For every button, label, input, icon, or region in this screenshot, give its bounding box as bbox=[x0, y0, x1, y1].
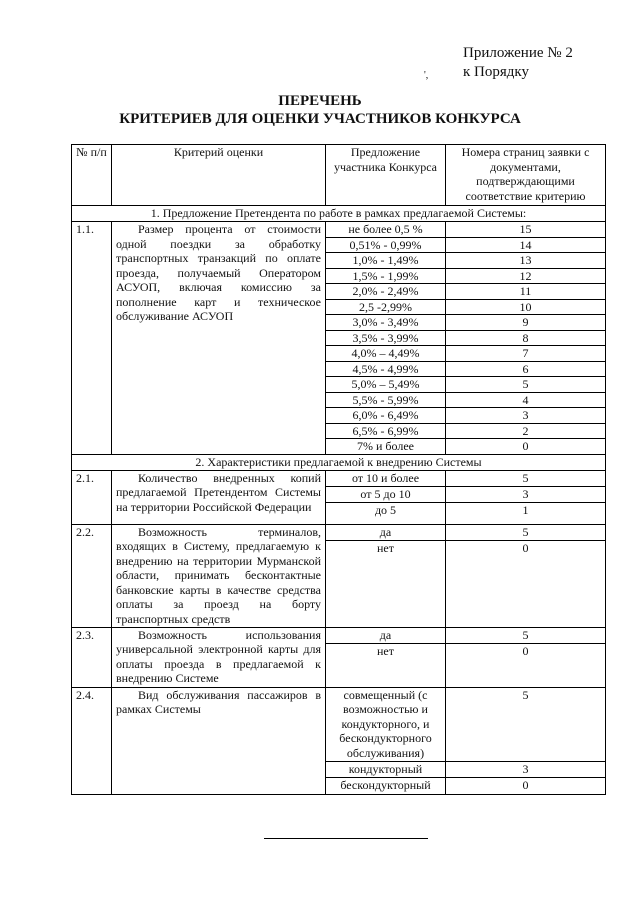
points-value: 2 bbox=[446, 423, 606, 439]
criterion-2-1 bbox=[72, 470, 606, 524]
points-value: 3 bbox=[446, 486, 606, 502]
offer-value: не более 0,5 % bbox=[326, 222, 446, 238]
offer-value: да bbox=[326, 524, 446, 540]
table-row bbox=[72, 470, 606, 486]
offer-value: от 10 и более bbox=[326, 470, 446, 486]
table-row bbox=[72, 222, 606, 238]
offer-value: до 5 bbox=[326, 502, 446, 524]
offer-value: кондукторный bbox=[326, 761, 446, 777]
criterion-text bbox=[112, 687, 326, 794]
points-value: 13 bbox=[446, 253, 606, 269]
points-value: 5 bbox=[446, 524, 606, 540]
table-header-row bbox=[72, 145, 606, 206]
offer-value: 4,5% - 4,99% bbox=[326, 361, 446, 377]
points-value: 5 bbox=[446, 470, 606, 486]
criterion-2-3 bbox=[72, 627, 606, 687]
criterion-number: 2.1. bbox=[72, 470, 112, 524]
header-offer: Предложение участника Конкурса bbox=[326, 145, 446, 206]
points-value: 7 bbox=[446, 346, 606, 362]
offer-value: нет bbox=[326, 540, 446, 627]
points-value: 0 bbox=[446, 643, 606, 687]
document-title: ПЕРЕЧЕНЬ bbox=[278, 93, 362, 109]
section-1-title: 1. Предложение Претендента по работе в рамках предлагаемой Системы: bbox=[72, 206, 606, 222]
criteria-table bbox=[71, 144, 606, 795]
table-row bbox=[72, 627, 606, 643]
offer-value: да bbox=[326, 627, 446, 643]
points-value: 10 bbox=[446, 299, 606, 315]
points-value: 5 bbox=[446, 687, 606, 761]
criterion-number: 1.1. bbox=[72, 222, 112, 455]
criterion-text-content: Возможность терминалов, входящих в Систему, предлагаемую к внедрению на территории Мурманской области, принимать бесконтактные банковские карты в качестве средства оплаты за проезд на борту транспортных средств bbox=[116, 524, 321, 626]
offer-value: от 5 до 10 bbox=[326, 486, 446, 502]
offer-value: 5,5% - 5,99% bbox=[326, 392, 446, 408]
section-row-2 bbox=[72, 454, 606, 470]
points-value: 5 bbox=[446, 627, 606, 643]
points-value: 8 bbox=[446, 330, 606, 346]
points-value: 1 bbox=[446, 502, 606, 524]
offer-value: 6,5% - 6,99% bbox=[326, 423, 446, 439]
offer-value: совмещенный (с возможностью и кондукторного, и бескондукторного обслуживания) bbox=[326, 687, 446, 761]
criterion-2-4 bbox=[72, 687, 606, 794]
criterion-1-1 bbox=[72, 222, 606, 455]
criterion-text bbox=[112, 627, 326, 687]
criterion-text bbox=[112, 470, 326, 524]
offer-value: 5,0% – 5,49% bbox=[326, 377, 446, 393]
points-value: 6 bbox=[446, 361, 606, 377]
points-value: 0 bbox=[446, 777, 606, 794]
offer-value: 3,5% - 3,99% bbox=[326, 330, 446, 346]
points-value: 3 bbox=[446, 761, 606, 777]
points-value: 0 bbox=[446, 439, 606, 455]
criterion-2-2 bbox=[72, 524, 606, 627]
criterion-text-content: Возможность использования универсальной электронной карты для оплаты проезда в предлагаемой к внедрению Системе bbox=[116, 627, 321, 685]
table-row bbox=[72, 687, 606, 761]
header-pages: Номера страниц заявки с документами, подтверждающими соответствие критерию bbox=[446, 145, 606, 206]
offer-value: 2,5 -2,99% bbox=[326, 299, 446, 315]
header-criterion: Критерий оценки bbox=[112, 145, 326, 206]
section-row-1 bbox=[72, 206, 606, 222]
offer-value: нет bbox=[326, 643, 446, 687]
document-subtitle: КРИТЕРИЕВ ДЛЯ ОЦЕНКИ УЧАСТНИКОВ КОНКУРСА bbox=[119, 111, 521, 127]
criterion-text-content: Вид обслуживания пассажиров в рамках Системы bbox=[116, 687, 321, 716]
points-value: 3 bbox=[446, 408, 606, 424]
section-2-title: 2. Характеристики предлагаемой к внедрению Системы bbox=[72, 454, 606, 470]
offer-value: 7% и более bbox=[326, 439, 446, 455]
criterion-text-content: Количество внедренных копий предлагаемой Претендентом Системы на территории Российской Федерации bbox=[116, 470, 321, 514]
table-row bbox=[72, 524, 606, 540]
criterion-text-content: Размер процента от стоимости одной поездки за обработку транспортных транзакций по оплате проезда, получаемый Оператором АСУОП, включая комиссию за пополнение карт и техническое обслуживание АСУОП bbox=[116, 222, 321, 323]
offer-value: 0,51% - 0,99% bbox=[326, 237, 446, 253]
offer-value: 6,0% - 6,49% bbox=[326, 408, 446, 424]
points-value: 11 bbox=[446, 284, 606, 300]
criterion-number: 2.3. bbox=[72, 627, 112, 687]
points-value: 9 bbox=[446, 315, 606, 331]
offer-value: бескондукторный bbox=[326, 777, 446, 794]
points-value: 12 bbox=[446, 268, 606, 284]
points-value: 0 bbox=[446, 540, 606, 627]
criterion-number: 2.2. bbox=[72, 524, 112, 627]
points-value: 5 bbox=[446, 377, 606, 393]
criterion-text bbox=[112, 222, 326, 455]
criterion-text bbox=[112, 524, 326, 627]
appendix-line-1: Приложение № 2 bbox=[463, 45, 573, 61]
offer-value: 1,5% - 1,99% bbox=[326, 268, 446, 284]
appendix-line-2: к Порядку bbox=[463, 64, 529, 80]
points-value: 14 bbox=[446, 237, 606, 253]
points-value: 4 bbox=[446, 392, 606, 408]
points-value: 15 bbox=[446, 222, 606, 238]
offer-value: 1,0% - 1,49% bbox=[326, 253, 446, 269]
offer-value: 2,0% - 2,49% bbox=[326, 284, 446, 300]
criterion-number: 2.4. bbox=[72, 687, 112, 794]
scan-mark: ', bbox=[424, 70, 429, 81]
appendix-label bbox=[463, 44, 573, 82]
offer-value: 4,0% – 4,49% bbox=[326, 346, 446, 362]
offer-value: 3,0% - 3,49% bbox=[326, 315, 446, 331]
header-number: № п/п bbox=[72, 145, 112, 206]
footer-rule bbox=[264, 838, 428, 839]
